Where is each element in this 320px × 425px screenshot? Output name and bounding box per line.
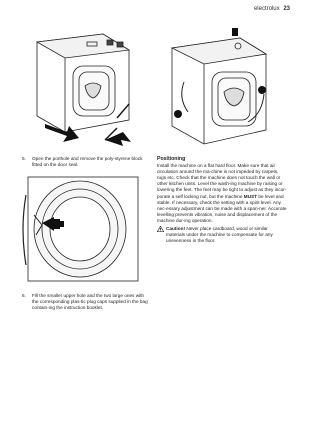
section-heading: Positioning — [157, 156, 186, 162]
figure-insert-plastic-caps — [158, 26, 280, 150]
figure-remove-transit-bolts — [25, 28, 143, 150]
caution-label: Caution! — [166, 226, 186, 232]
caution-text: Never place cardboard, wood or similar materials under the machine to compensate for any unevenness in the floor. — [166, 226, 273, 244]
step-6 — [22, 293, 150, 311]
page-number: 23 — [283, 6, 290, 12]
must-emphasis: MUST — [243, 193, 258, 199]
positioning-section — [157, 156, 287, 244]
step-5 — [22, 156, 150, 168]
step-text: Open the porthole and remove the poly-styrene block fitted on the door seal. — [32, 156, 143, 168]
illustration-machine-rear-plugs — [158, 26, 280, 150]
figure-open-porthole — [22, 175, 144, 285]
step-number: 6. — [22, 293, 26, 298]
page-header — [254, 6, 290, 12]
step-number: 5. — [22, 156, 26, 161]
illustration-porthole-seal — [22, 175, 144, 285]
caution-note — [157, 226, 287, 244]
warning-triangle-icon — [157, 226, 164, 232]
brand-name: electrolux — [253, 6, 280, 12]
positioning-paragraph: Install the machine on a flat hard floor. Make sure that air circulation around the ma-chine is not impeded by carpets, rugs etc. Check that the machine does not touch the wall or other kitchen units. Level the wash-ing machine by raising or lowering the feet. The feet may be tight to adjust as they incor-porate a self locking nut, but the machine MUST be level and stable. If necessary, check the setting with a spirit level. Any nec-essary adjustment can be made with a span-ner. Accurate levelling prevents vibration, noise and displacement of the machine dur-ing operation. — [157, 163, 287, 223]
illustration-machine-rear — [25, 28, 143, 150]
step-text: Fill the smaller upper hole and the two large ones with the corresponding plas-tic plug caps supplied in the bag contain-ing the instruction booklet. — [32, 293, 148, 311]
